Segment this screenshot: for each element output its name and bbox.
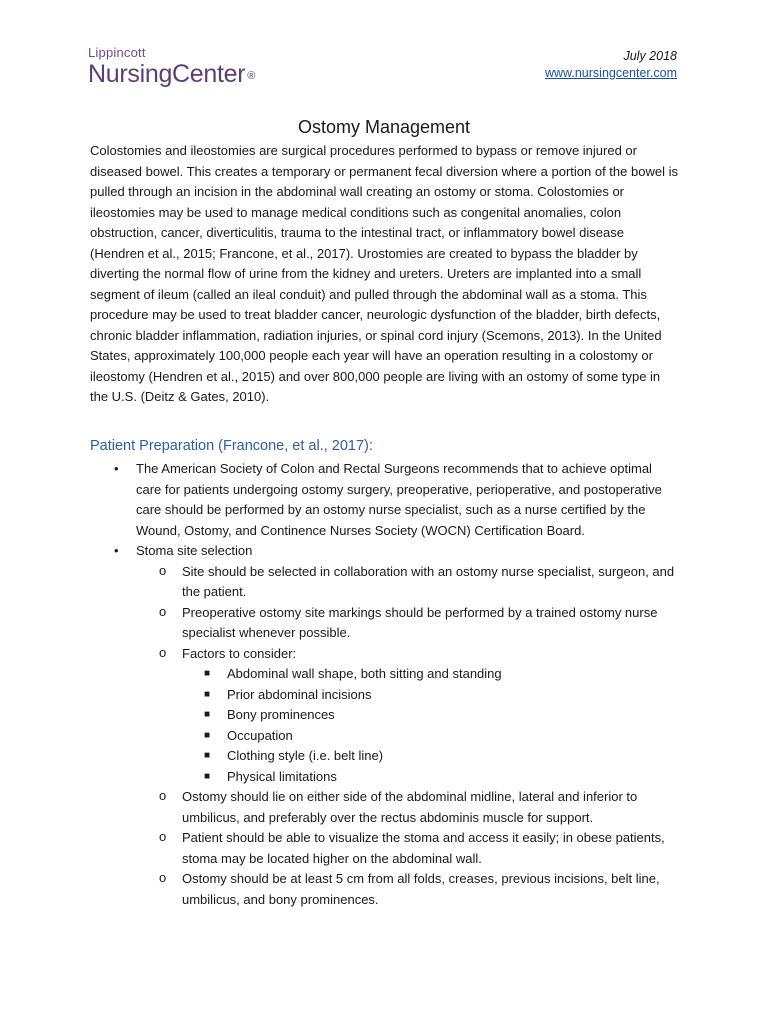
factor-item-text: Occupation	[227, 727, 293, 743]
bullet-marker: o	[159, 870, 167, 885]
bullet-marker: o	[159, 562, 167, 578]
factor-item-text: Abdominal wall shape, both sitting and standing	[227, 666, 502, 681]
sub-list-item-text: Ostomy should be at least 5 cm from all folds, creases, previous incisions, belt line, umbilicus, and bony prominences.	[182, 871, 660, 907]
factor-item-text: Clothing style (i.e. belt line)	[227, 748, 384, 763]
logo-nursingcenter-text	[88, 60, 255, 88]
factor-item	[182, 746, 680, 767]
factor-item	[182, 664, 680, 685]
factor-item	[182, 726, 680, 747]
intro-paragraph: Colostomies and ileostomies are surgical procedures performed to bypass or remove injured or diseased bowel. This creates a temporary or permanent fecal diversion where a portion of the bowel is pulled through an incision in the abdominal wall creating an ostomy or stoma. Colostomies or ileostomies may be used to manage medical conditions such as congenital anomalies, colon obstruction, cancer, diverticulitis, trauma to the intestinal tract, or inflammatory bowel disease (Hendren et al., 2015; Francone, et al., 2017). Urostomies are created to bypass the bladder by diverting the normal flow of urine from the kidney and ureters. Ureters are implanted into a small segment of ileum (called an ileal conduit) and pulled through the abdominal wall as a stoma. This procedure may be used to treat bladder cancer, neurologic dysfunction of the bladder, birth defects, chronic bladder inflammation, radiation injuries, or spinal cord injury (Scemons, 2013). In the United States, approximately 100,000 people each year will have an operation resulting in a colostomy or ileostomy (Hendren et al., 2015) and over 800,000 people are living with an ostomy of some type in the U.S. (Deitz & Gates, 2010).	[90, 143, 678, 404]
bullet-marker: ■	[204, 729, 211, 741]
sub-list-item-text: Patient should be able to visualize the stoma and access it easily; in obese patients, stoma may be located higher on the abdominal wall.	[182, 830, 665, 866]
factor-item-text: Bony prominences	[227, 707, 335, 722]
bullet-marker: •	[114, 543, 119, 558]
sub-list-item	[136, 869, 680, 910]
nursingcenter-logo	[88, 46, 255, 88]
factor-item-text: Prior abdominal incisions	[227, 686, 372, 702]
sub-list-item	[136, 644, 680, 788]
sub-list-item	[136, 828, 680, 869]
sub-list-item-text: Factors to consider:	[182, 645, 297, 661]
section-heading: Patient Preparation (Francone, et al., 2017):	[90, 438, 373, 454]
bullet-marker: ■	[204, 770, 211, 782]
bullet-marker: ■	[204, 709, 211, 720]
factor-item	[182, 767, 680, 788]
website-link[interactable]: www.nursingcenter.com	[544, 66, 677, 80]
sub-list-item	[136, 787, 680, 828]
bullet-marker: o	[159, 603, 167, 619]
bullet-marker: ■	[204, 750, 211, 761]
document-date: July 2018	[623, 49, 677, 63]
bullet-marker: •	[114, 461, 119, 476]
logo-name: NursingCenter	[88, 60, 246, 88]
list-item-text: Stoma site selection	[136, 543, 253, 558]
logo-lippincott-text: Lippincott	[88, 45, 146, 60]
header-meta	[545, 48, 677, 82]
bullet-marker: ■	[204, 668, 211, 679]
list-item-text: The American Society of Colon and Rectal Surgeons recommends that to achieve optimal care for patients undergoing ostomy surgery, preoperative, perioperative, and postoperative care should be performed by an ostomy nurse specialist, such as a nurse certified by the Wound, Ostomy, and Continence Nurses Society (WOCN) Certification Board.	[136, 461, 662, 538]
factor-item-text: Physical limitations	[227, 768, 337, 784]
sub-list-item	[136, 562, 680, 603]
factor-item	[182, 685, 680, 706]
bullet-marker: o	[159, 788, 167, 803]
sub-list-item-text: Ostomy should lie on either side of the abdominal midline, lateral and inferior to umbilicus, and preferably over the rectus abdominis muscle for support.	[182, 789, 638, 825]
sub-list-item	[136, 603, 680, 644]
bullet-marker: o	[159, 829, 167, 844]
patient-preparation-list	[90, 459, 680, 910]
bullet-marker: o	[159, 644, 167, 660]
sub-list-item-text: Preoperative ostomy site markings should be performed by a trained ostomy nurse specialist whenever possible.	[182, 604, 658, 640]
list-item	[90, 459, 680, 541]
registered-mark: ®	[247, 70, 256, 82]
factor-item	[182, 705, 680, 726]
bullet-marker: ■	[204, 688, 211, 700]
list-item	[90, 541, 680, 910]
sub-list-item-text: Site should be selected in collaboration with an ostomy nurse specialist, surgeon, and the patient.	[182, 563, 675, 599]
document-title: Ostomy Management	[297, 117, 471, 137]
